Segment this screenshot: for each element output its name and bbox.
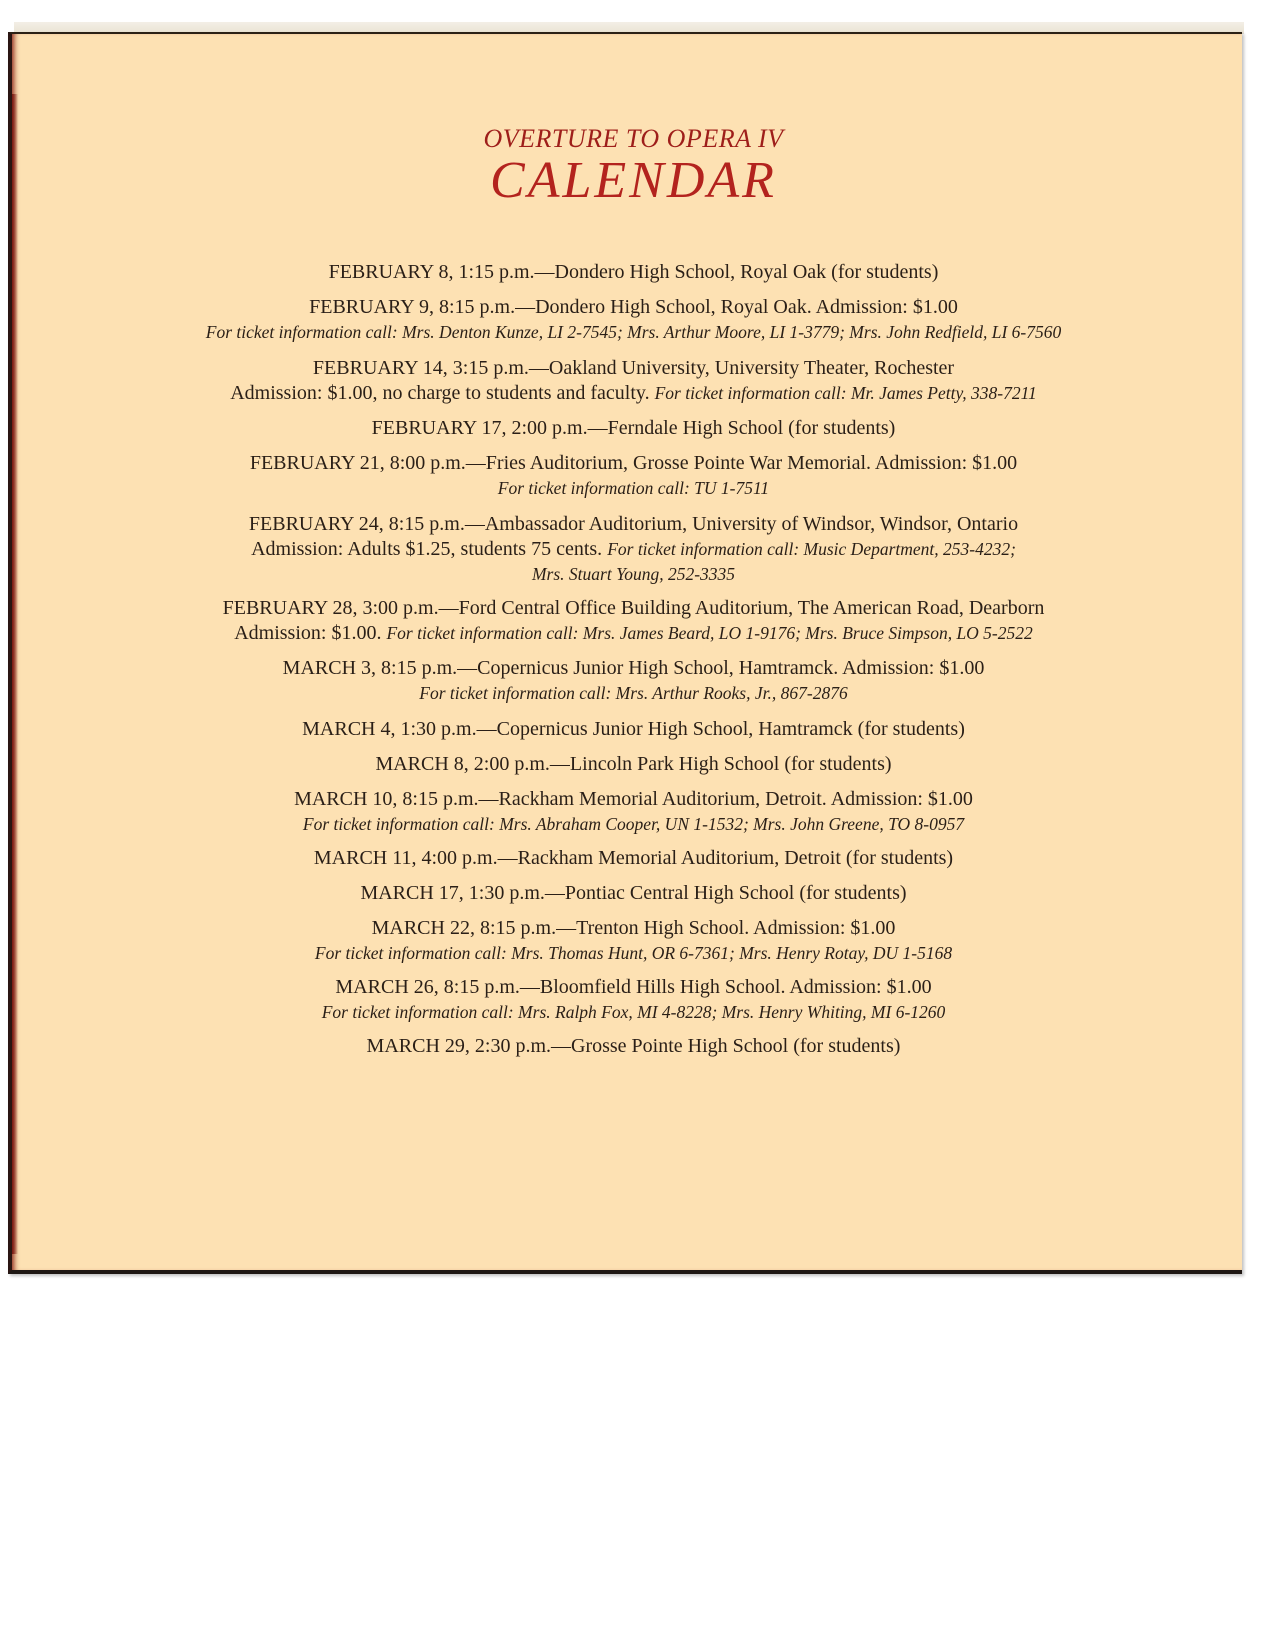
entry-line (40, 916, 1227, 941)
event-text: FEBRUARY 24, 8:15 p.m.—Ambassador Auditorium, University of Windsor, Windsor, Ontario (248, 513, 1019, 535)
calendar-list (40, 260, 1227, 1059)
event-text: MARCH 3, 8:15 p.m.—Copernicus Junior High School, Hamtramck. Admission: $1.00 (282, 657, 985, 679)
calendar-entry (40, 512, 1227, 586)
event-text: FEBRUARY 17, 2:00 p.m.—Ferndale High School (for students) (371, 417, 896, 439)
binding-edge (12, 94, 18, 1254)
calendar-entry (40, 717, 1227, 742)
entry-line (40, 656, 1227, 681)
calendar-entry (40, 881, 1227, 906)
entry-line (40, 752, 1227, 777)
calendar-entry (40, 451, 1227, 500)
ticket-info: For ticket information call: TU 1-7511 (497, 478, 770, 498)
calendar-entry (40, 656, 1227, 705)
ticket-info: For ticket information call: Mrs. Denton Kunze, LI 2-7545; Mrs. Arthur Moore, LI 1-3779; Mrs. John Redfield, LI 6-7560 (205, 322, 1062, 342)
page-header (0, 125, 1267, 209)
event-text: MARCH 10, 8:15 p.m.—Rackham Memorial Auditorium, Detroit. Admission: $1.00 (294, 788, 973, 810)
entry-line (40, 846, 1227, 871)
entry-line (40, 260, 1227, 285)
calendar-entry (40, 846, 1227, 871)
ticket-info: For ticket information call: Mrs. Ralph Fox, MI 4-8228; Mrs. Henry Whiting, MI 6-1260 (321, 1002, 946, 1022)
calendar-entry (40, 416, 1227, 441)
entry-line (40, 416, 1227, 441)
entry-line (40, 812, 1227, 836)
entry-line (40, 941, 1227, 965)
entry-line (40, 975, 1227, 1000)
ticket-info: For ticket information call: Music Department, 253-4232; (607, 539, 1016, 559)
event-text: MARCH 17, 1:30 p.m.—Pontiac Central High School (for students) (360, 882, 907, 904)
calendar-entry (40, 787, 1227, 836)
entry-line (40, 787, 1227, 812)
entry-line (40, 562, 1227, 586)
entry-line (40, 596, 1227, 621)
event-text: MARCH 22, 8:15 p.m.—Trenton High School. Admission: $1.00 (371, 917, 896, 939)
entry-line (40, 320, 1227, 344)
event-text: MARCH 4, 1:30 p.m.—Copernicus Junior High School, Hamtramck (for students) (302, 718, 965, 740)
calendar-entry (40, 295, 1227, 344)
event-text: Admission: $1.00, no charge to students and faculty. (230, 382, 655, 404)
entry-line (40, 476, 1227, 500)
entry-line (40, 295, 1227, 320)
calendar-entry (40, 260, 1227, 285)
calendar-entry (40, 916, 1227, 965)
calendar-entry (40, 752, 1227, 777)
event-text: Admission: Adults $1.25, students 75 cents. (251, 538, 608, 560)
ticket-info: For ticket information call: Mrs. Arthur Rooks, Jr., 867-2876 (419, 683, 848, 703)
event-text: MARCH 8, 2:00 p.m.—Lincoln Park High School (for students) (375, 753, 892, 775)
event-text: MARCH 26, 8:15 p.m.—Bloomfield Hills High School. Admission: $1.00 (335, 976, 932, 998)
event-text: MARCH 11, 4:00 p.m.—Rackham Memorial Auditorium, Detroit (for students) (313, 847, 954, 869)
entry-line (40, 381, 1227, 406)
entry-line (40, 621, 1227, 646)
entry-line (40, 356, 1227, 381)
entry-line (40, 681, 1227, 705)
calendar-entry (40, 975, 1227, 1024)
event-text: FEBRUARY 14, 3:15 p.m.—Oakland University, University Theater, Rochester (312, 357, 955, 379)
event-text: FEBRUARY 9, 8:15 p.m.—Dondero High School, Royal Oak. Admission: $1.00 (309, 296, 958, 318)
event-text: Admission: $1.00. (234, 622, 387, 644)
ticket-info: For ticket information call: Mr. James Petty, 338-7211 (654, 383, 1037, 403)
ticket-info: For ticket information call: Mrs. Abraham Cooper, UN 1-1532; Mrs. John Greene, TO 8-0957 (302, 814, 965, 834)
calendar-entry (40, 1034, 1227, 1059)
entry-line (40, 451, 1227, 476)
entry-line (40, 512, 1227, 537)
entry-line (40, 537, 1227, 562)
event-text: FEBRUARY 28, 3:00 p.m.—Ford Central Office Building Auditorium, The American Road, Dearborn (222, 597, 1045, 619)
event-text: MARCH 29, 2:30 p.m.—Grosse Pointe High School (for students) (366, 1035, 901, 1057)
ticket-info: For ticket information call: Mrs. Thomas Hunt, OR 6-7361; Mrs. Henry Rotay, DU 1-5168 (314, 943, 953, 963)
event-text: FEBRUARY 8, 1:15 p.m.—Dondero High School, Royal Oak (for students) (328, 261, 939, 283)
event-text: FEBRUARY 21, 8:00 p.m.—Fries Auditorium, Grosse Pointe War Memorial. Admission: $1.00 (249, 452, 1018, 474)
entry-line (40, 1034, 1227, 1059)
entry-line (40, 1000, 1227, 1024)
calendar-entry (40, 356, 1227, 406)
page-title: CALENDAR (490, 152, 777, 209)
entry-line (40, 717, 1227, 742)
ticket-info: Mrs. Stuart Young, 252-3335 (531, 564, 736, 584)
series-title: OVERTURE TO OPERA IV (483, 124, 784, 153)
entry-line (40, 881, 1227, 906)
calendar-entry (40, 596, 1227, 646)
ticket-info: For ticket information call: Mrs. James Beard, LO 1-9176; Mrs. Bruce Simpson, LO 5-2522 (386, 623, 1033, 643)
